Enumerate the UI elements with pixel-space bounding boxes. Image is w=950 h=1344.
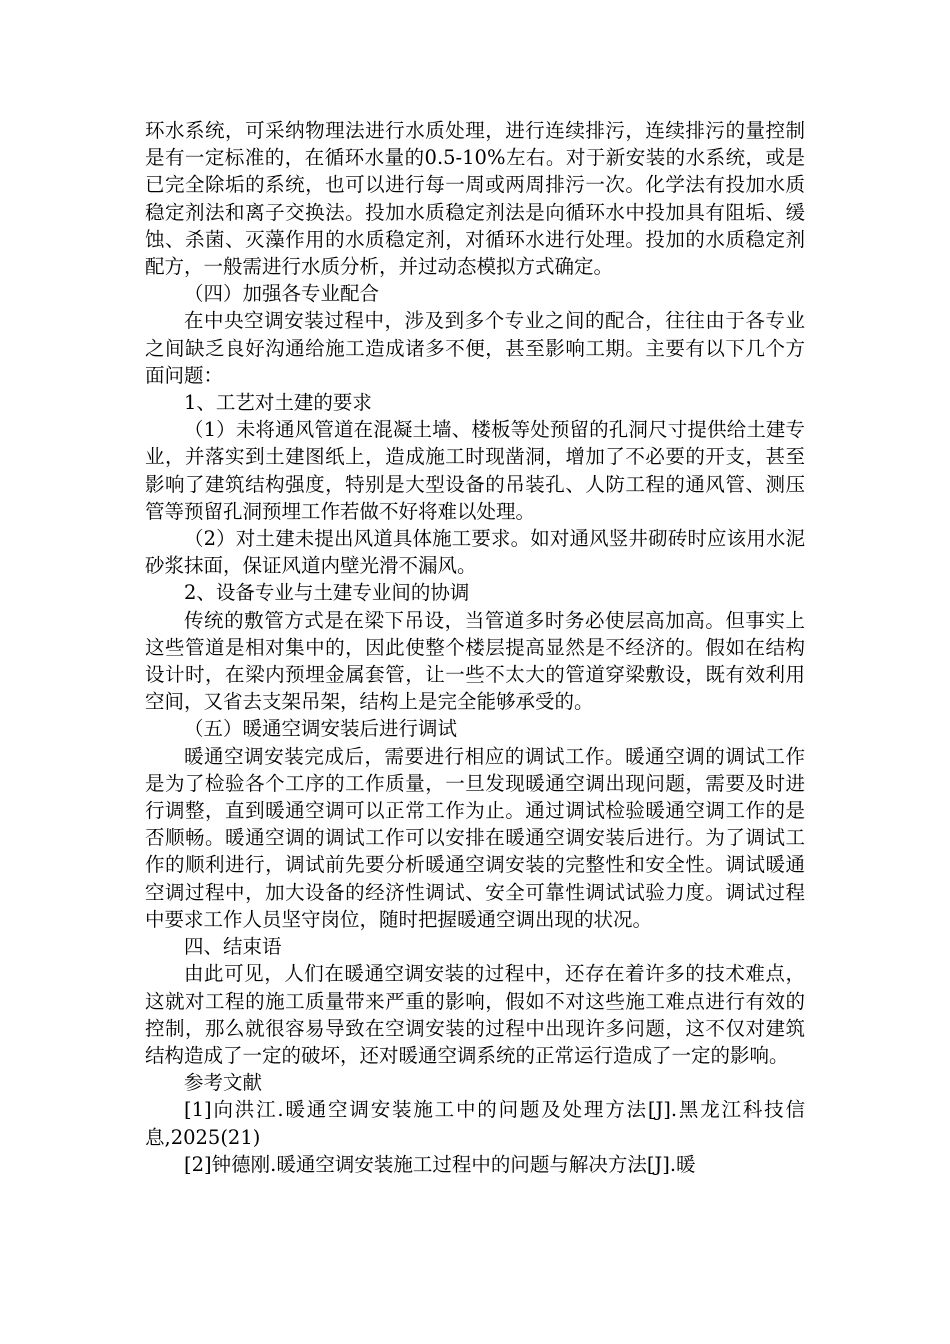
paragraph-item-2: （2）对土建未提出风道具体施工要求。如对通风竖井砌砖时应该用水泥砂浆抹面，保证风道内壁光滑不漏风。	[145, 527, 805, 578]
reference-item-1: [1]向洪江.暖通空调安装施工中的问题及处理方法[J].黑龙江科技信息,2025(21)	[145, 1098, 805, 1149]
paragraph-piping: 传统的敷管方式是在梁下吊设，当管道多时务必使层高加高。但事实上这些管道是相对集中的，因此使整个楼层提高显然是不经济的。假如在结构设计时，在梁内预埋金属套管，让一些不太大的管道穿梁敷设，既有效利用空间，又省去支架吊架，结构上是完全能够承受的。	[145, 608, 805, 714]
reference-item-2: [2]钟德刚.暖通空调安装施工过程中的问题与解决方法[J].暖	[184, 1152, 696, 1176]
paragraph-conclusion: 由此可见，人们在暖通空调安装的过程中，还存在着许多的技术难点，这就对工程的施工质量带来严重的影响，假如不对这些施工难点进行有效的控制，那么就很容易导致在空调安装的过程中出现许多问题，这不仅对建筑结构造成了一定的破坏，还对暖通空调系统的正常运行造成了一定的影响。	[145, 962, 805, 1067]
subheading-civil-requirements: 1、工艺对土建的要求	[184, 391, 372, 415]
section-heading-commissioning: （五）暖通空调安装后进行调试	[184, 717, 458, 741]
references-heading: 参考文献	[184, 1071, 263, 1095]
section-heading-coordination: （四）加强各专业配合	[184, 282, 380, 306]
paragraph-coordination-intro: 在中央空调安装过程中，涉及到多个专业之间的配合，往往由于各专业之间缺乏良好沟通给施工造成诸多不便，甚至影响工期。主要有以下几个方面问题：	[145, 309, 805, 387]
paragraph-item-1: （1）未将通风管道在混凝土墙、楼板等处预留的孔洞尺寸提供给土建专业，并落实到土建图纸上，造成施工时现凿洞，增加了不必要的开支，甚至影响了建筑结构强度，特别是大型设备的吊装孔、人防工程的通风管、测压管等预留孔洞预埋工作若做不好将难以处理。	[145, 418, 805, 523]
section-heading-conclusion: 四、结束语	[184, 935, 282, 959]
document-body	[145, 117, 805, 1178]
subheading-equipment-civil: 2、设备专业与土建专业间的协调	[184, 581, 470, 605]
paragraph-water-treatment: 环水系统，可采纳物理法进行水质处理，进行连续排污，连续排污的量控制是有一定标准的，在循环水量的0.5-10%左右。对于新安装的水系统，或是已完全除垢的系统，也可以进行每一周或两周排污一次。化学法有投加水质稳定剂法和离子交换法。投加水质稳定剂法是向循环水中投加具有阻垢、缓蚀、杀菌、灭藻作用的水质稳定剂，对循环水进行处理。投加的水质稳定剂配方，一般需进行水质分析，并过动态模拟方式确定。	[145, 119, 805, 279]
paragraph-commissioning: 暖通空调安装完成后，需要进行相应的调试工作。暖通空调的调试工作是为了检验各个工序的工作质量，一旦发现暖通空调出现问题，需要及时进行调整，直到暖通空调可以正常工作为止。通过调试检验暖通空调工作的是否顺畅。暖通空调的调试工作可以安排在暖通空调安装后进行。为了调试工作的顺利进行，调试前先要分析暖通空调安装的完整性和安全性。调试暖通空调过程中，加大设备的经济性调试、安全可靠性调试试验力度。调试过程中要求工作人员坚守岗位，随时把握暖通空调出现的状况。	[145, 744, 805, 931]
